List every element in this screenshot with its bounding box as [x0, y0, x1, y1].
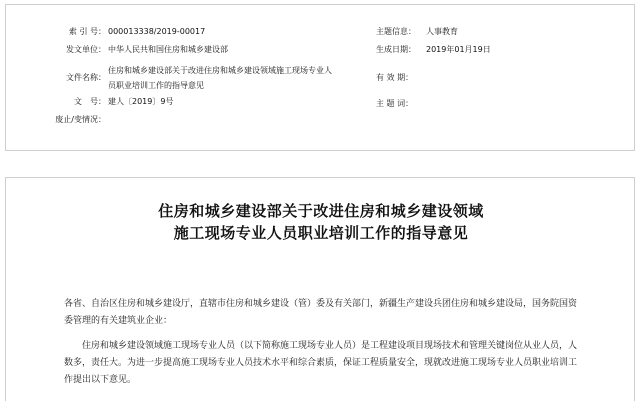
- index-value: 000013338/2019-00017: [108, 27, 206, 36]
- topic-label: 主题信息：: [376, 27, 416, 36]
- date-value: 2019年01月19日: [426, 45, 491, 54]
- topic-value: 人事教育: [426, 27, 458, 36]
- doc-title-line-2: 施工现场专业人员职业培训工作的指导意见: [173, 224, 469, 242]
- issuer-label: 发文单位：: [66, 45, 106, 54]
- meta-title-row: [6, 63, 366, 95]
- validity-label: 有 效 期：: [376, 73, 414, 82]
- docno-label: 文 号：: [74, 97, 106, 106]
- issuer-value: 中华人民共和国住房和城乡建设部: [108, 45, 228, 54]
- document-body: [5, 177, 635, 401]
- title-label: 文件名称：: [66, 73, 106, 82]
- date-label: 生成日期：: [376, 45, 416, 54]
- doc-title-line-1: 住房和城乡建设部关于改进住房和城乡建设领域: [158, 202, 484, 220]
- subject-label: 主 题 词：: [376, 99, 414, 108]
- doc-paragraph-intro: 住房和城乡建设领域施工现场专业人员（以下简称施工现场专业人员）是工程建设项目现场技术和管理关键岗位从业人员，人数多，责任大。为进一步提高施工现场专业人员技术水平和综合素质，保证工程质量安全，现就改进施工现场专业人员职业培训工作提出以下意见。: [64, 341, 578, 385]
- doc-paragraph-salutation: 各省、自治区住房和城乡建设厅，直辖市住房和城乡建设（管）委及有关部门，新疆生产建设兵团住房和城乡建设局，国务院国资委管理的有关建筑业企业：: [64, 299, 578, 326]
- index-label: 索 引 号：: [68, 27, 106, 36]
- title-value: 住房和城乡建设部关于改进住房和城乡建设领域施工现场专业人员职业培训工作的指导意见: [108, 66, 332, 90]
- docno-value: 建人〔2019〕9号: [108, 97, 174, 106]
- metadata-panel: [5, 4, 635, 151]
- abolish-label: 废止/变情况：: [55, 115, 106, 124]
